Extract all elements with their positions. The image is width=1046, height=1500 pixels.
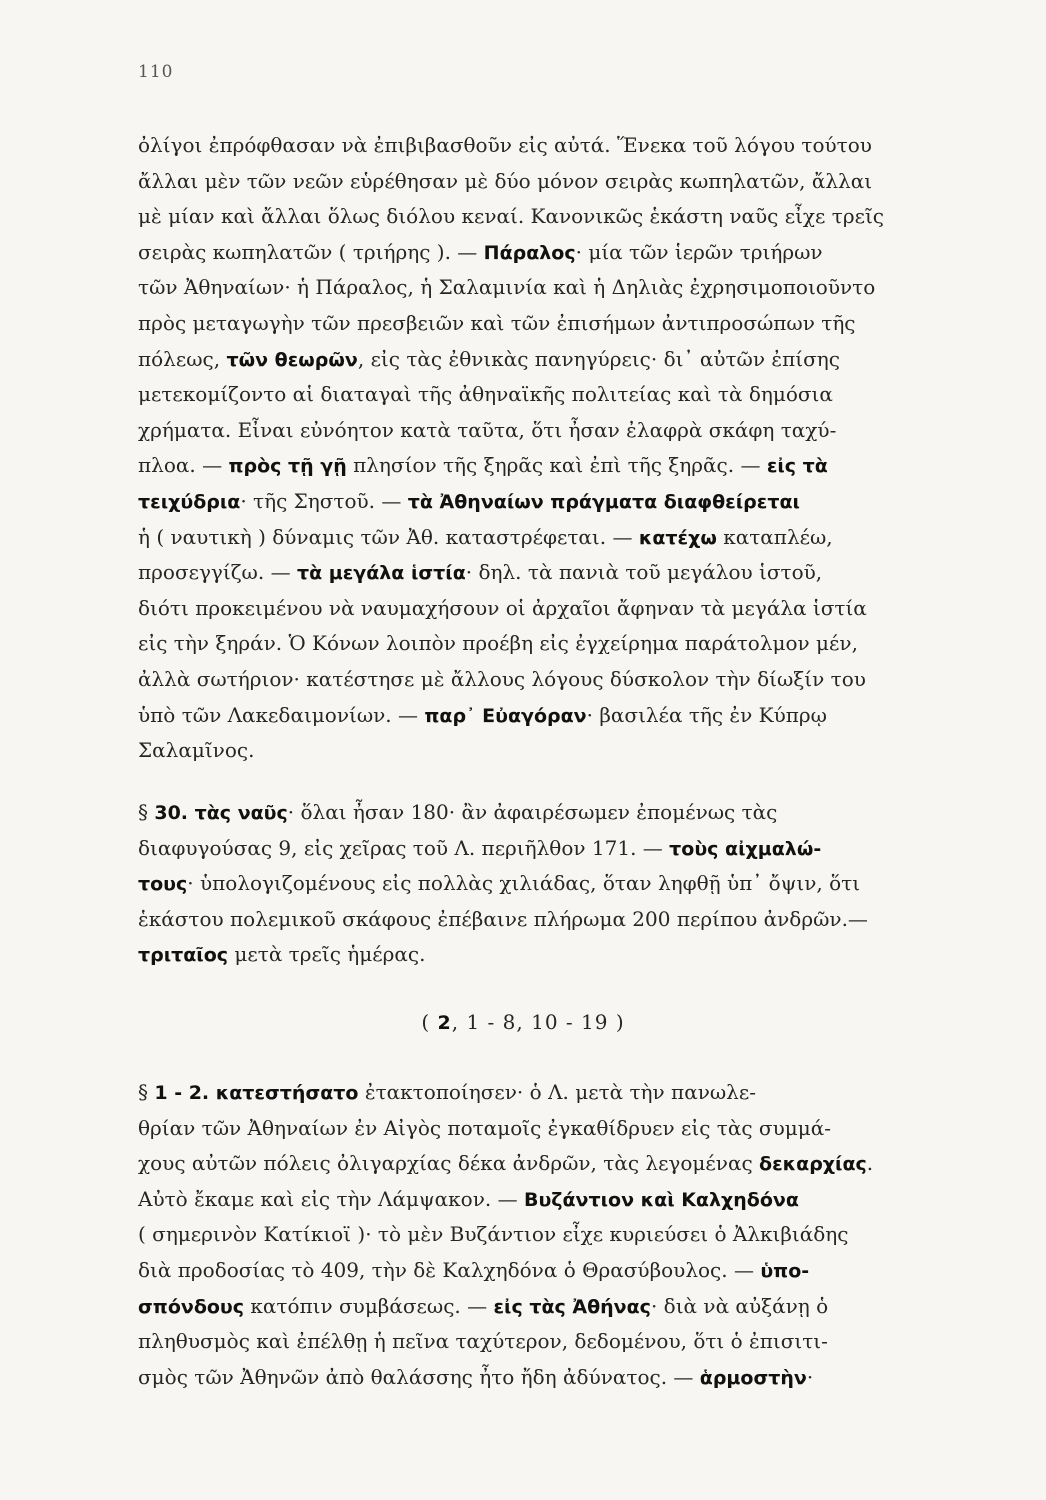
text-line	[138, 795, 968, 831]
text-run: ὀλίγοι ἐπρόφθασαν νὰ ἐπιβιβασθοῦν εἰς αὐτά. Ἕνεκα τοῦ λόγου τούτου	[138, 133, 872, 157]
text-run: ·	[806, 1364, 814, 1389]
text-line	[138, 413, 968, 449]
text-run: ἑκάστου πολεμικοῦ σκάφους ἐπέβαινε πλήρωμα 200 περίπου ἀνδρῶν.—	[138, 906, 868, 931]
text-run: πόλεως,	[138, 346, 227, 371]
bold-term: ὑπο-	[760, 1259, 810, 1282]
commentary-paragraph-3	[138, 1075, 968, 1395]
text-run: χους αὐτῶν πόλεις ὀλιγαρχίας δέκα ἀνδρῶν, τὰς λεγομένας	[138, 1151, 760, 1176]
text-run: πρὸς μεταγωγὴν τῶν πρεσβειῶν καὶ τῶν ἐπισήμων ἀντιπροσώπων τῆς	[138, 310, 856, 335]
text-run: μετὰ τρεῖς ἡμέρας.	[228, 942, 426, 967]
text-line	[138, 128, 968, 164]
text-run: · τῆς Σηστοῦ. —	[240, 488, 408, 513]
text-line	[138, 902, 968, 938]
text-run: μὲ μίαν καὶ ἄλλαι ὅλως διόλου κεναί. Κανονικῶς ἑκάστη ναῦς εἶχε τρεῖς	[138, 204, 884, 229]
text-run: διότι προκειμένου νὰ ναυμαχήσουν οἱ ἀρχαῖοι ἄφηναν τὰ μεγάλα ἱστία	[138, 595, 867, 620]
commentary-paragraph-1	[138, 128, 968, 769]
text-line	[138, 1182, 968, 1218]
page-number: 110	[138, 62, 174, 82]
text-line	[138, 342, 968, 378]
text-line	[138, 698, 968, 734]
commentary-paragraph-2	[138, 795, 968, 973]
text-run: μετεκομίζοντο αἱ διαταγαὶ τῆς ἀθηναϊκῆς πολιτείας καὶ τὰ δημόσια	[138, 382, 833, 407]
text-line	[138, 520, 968, 556]
text-line	[138, 377, 968, 413]
text-run: ἡ ( ναυτικὴ ) δύναμις τῶν Ἀθ. καταστρέφεται. —	[138, 524, 639, 549]
text-run: ἀλλὰ σωτήριον· κατέστησε μὲ ἄλλους λόγους δύσκολον τὴν δίωξίν του	[138, 666, 866, 691]
text-run: · ὑπολογιζομένους εἰς πολλὰς χιλιάδας, ὅταν ληφθῇ ὑπ᾽ ὄψιν, ὅτι	[187, 871, 861, 896]
text-run: τῶν Ἀθηναίων· ἡ Πάραλος, ἡ Σαλαμινία καὶ ἡ Δηλιὰς ἐχρησιμοποιοῦντο	[138, 275, 876, 300]
bold-term: ἁρμοστὴν	[699, 1366, 807, 1389]
bold-term: τειχύδρια	[138, 490, 241, 513]
text-run: καταπλέω,	[716, 524, 833, 549]
text-line	[138, 866, 968, 902]
text-run: διαφυγούσας 9, εἰς χεῖρας τοῦ Λ. περιῆλθον 171. —	[138, 835, 670, 860]
bold-term: τους	[138, 873, 188, 896]
text-run: χρήματα. Εἶναι εὐνόητον κατὰ ταῦτα, ὅτι ἦσαν ἐλαφρὰ σκάφη ταχύ-	[138, 417, 837, 442]
text-run: ἄλλαι μὲν τῶν νεῶν εὑρέθησαν μὲ δύο μόνον σειρὰς κωπηλατῶν, ἄλλαι	[138, 168, 873, 193]
bold-term: Βυζάντιον καὶ Καλχηδόνα	[523, 1188, 799, 1211]
text-run: · διὰ νὰ αὐξάνῃ ὁ	[650, 1293, 829, 1318]
text-run: ὑπὸ τῶν Λακεδαιμονίων. —	[138, 702, 425, 727]
bold-term: 1 - 2. κατεστήσατο	[154, 1082, 359, 1104]
bold-term: τοὺς αἰχμαλώ-	[669, 837, 822, 860]
text-run: διὰ προδοσίας τὸ 409, τὴν δὲ Καλχηδόνα ὁ Θρασύβουλος. —	[138, 1257, 761, 1282]
bold-term: πρὸς τῇ γῇ	[228, 455, 347, 478]
text-run: · ὅλαι ἦσαν 180· ἂν ἀφαιρέσωμεν ἐπομένως τὰς	[287, 800, 778, 824]
text-line	[138, 662, 968, 698]
text-line	[138, 306, 968, 342]
text-run: πλοα. —	[138, 453, 229, 478]
text-run: θρίαν τῶν Ἀθηναίων ἐν Αἰγὸς ποταμοῖς ἐγκαθίδρυεν εἰς τὰς συμμά-	[138, 1115, 831, 1140]
text-run: προσεγγίζω. —	[138, 560, 297, 585]
text-run: ( σημερινὸν Κατίκιοϊ )· τὸ μὲν Βυζάντιον εἶχε κυριεύσει ὁ Ἀλκιβιάδης	[138, 1222, 849, 1247]
text-run: , 1 - 8, 10 - 19 )	[451, 1010, 625, 1034]
bold-term: εἰς τὰ	[766, 455, 828, 478]
bold-term: εἰς τὰς Ἀθήνας	[493, 1295, 651, 1318]
text-line	[138, 235, 968, 271]
text-run: (	[421, 1010, 438, 1034]
text-line	[138, 591, 968, 627]
text-line	[138, 164, 968, 200]
text-run: , εἰς τὰς ἐθνικὰς πανηγύρεις· δι᾽ αὐτῶν ἐπίσης	[357, 346, 840, 371]
text-run: · δηλ. τὰ πανιὰ τοῦ μεγάλου ἱστοῦ,	[465, 560, 823, 585]
text-run: πληθυσμὸς καὶ ἐπέλθῃ ἡ πεῖνα ταχύτερον, δεδομένου, ὅτι ὁ ἐπισιτι-	[138, 1329, 828, 1354]
text-line	[138, 733, 968, 769]
bold-term: δεκαρχίας	[759, 1153, 867, 1176]
text-run: σμὸς τῶν Ἀθηνῶν ἀπὸ θαλάσσης ἦτο ἤδη ἀδύνατος. —	[138, 1364, 700, 1389]
text-run: εἰς τὴν ξηράν. Ὁ Κόνων λοιπὸν προέβη εἰς ἐγχείρημα παράτολμον μέν,	[138, 631, 858, 656]
text-run: §	[138, 800, 155, 824]
bold-term: σπόνδους	[138, 1295, 245, 1318]
text-line	[138, 1111, 968, 1147]
bold-term: κατέχω	[638, 526, 717, 549]
bold-term: Πάραλος	[483, 241, 576, 264]
bold-term: παρ᾽ Εὐαγόραν	[424, 704, 587, 727]
text-line	[138, 831, 968, 867]
text-line	[138, 1289, 968, 1325]
bold-term: τὰ Ἀθηναίων πράγματα διαφθείρεται	[407, 490, 800, 513]
text-run: κατόπιν συμβάσεως. —	[244, 1293, 494, 1318]
text-line	[138, 448, 968, 484]
text-line	[138, 555, 968, 591]
text-line	[138, 1253, 968, 1289]
bold-term: 30. τὰς ναῦς	[154, 802, 288, 824]
text-run: · βασιλέα τῆς ἐν Κύπρῳ	[586, 702, 827, 727]
text-run: σειρὰς κωπηλατῶν ( τριήρης ). —	[138, 239, 484, 264]
text-line	[138, 484, 968, 520]
text-line	[138, 626, 968, 662]
text-run: ἐτακτοποίησεν· ὁ Λ. μετὰ τὴν πανωλε-	[358, 1080, 756, 1104]
text-line	[138, 1324, 968, 1360]
text-line	[138, 1217, 968, 1253]
text-line	[138, 937, 968, 973]
bold-term: τὰ μεγάλα ἱστία	[296, 562, 466, 585]
bold-term: 2	[437, 1012, 452, 1034]
bold-term: τριταῖος	[138, 944, 229, 967]
text-line	[138, 270, 968, 306]
text-run: · μία τῶν ἱερῶν τριήρων	[575, 239, 823, 264]
section-heading	[0, 1010, 1046, 1034]
text-run: πλησίον τῆς ξηρᾶς καὶ ἐπὶ τῆς ξηρᾶς. —	[346, 453, 767, 478]
text-run: Σαλαμῖνος.	[138, 738, 255, 763]
bold-term: τῶν θεωρῶν	[226, 348, 358, 371]
text-run: Αὐτὸ ἔκαμε καὶ εἰς τὴν Λάμψακον. —	[138, 1186, 524, 1211]
text-line	[138, 1360, 968, 1396]
text-line	[138, 1146, 968, 1182]
text-line	[138, 1075, 968, 1111]
text-run: §	[138, 1080, 155, 1104]
text-line	[138, 199, 968, 235]
text-run: .	[866, 1151, 874, 1176]
